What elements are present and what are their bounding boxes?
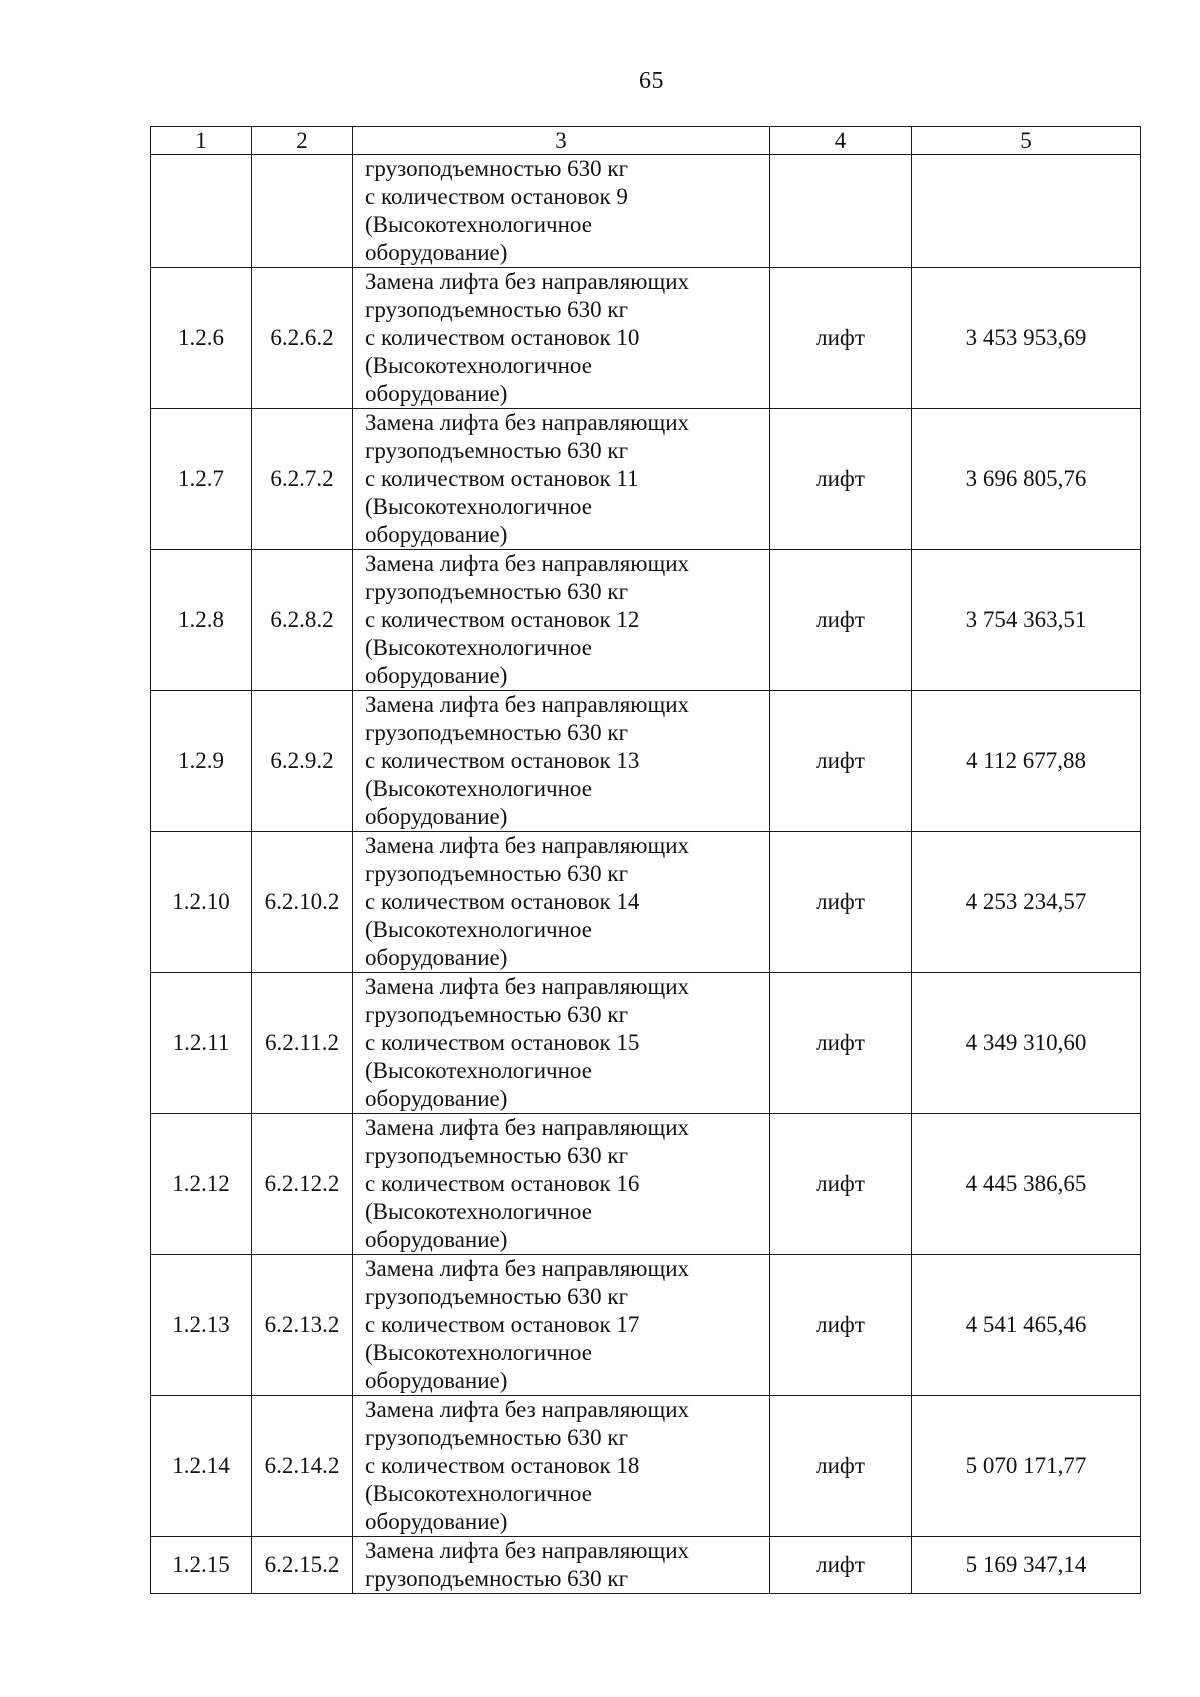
description-line: грузоподъемностью 630 кг bbox=[365, 297, 629, 322]
price-cell: 3 696 805,76 bbox=[912, 409, 1141, 550]
description-line: с количеством остановок 13 bbox=[365, 748, 640, 773]
row-number-cell: 1.2.13 bbox=[151, 1255, 252, 1396]
page-number: 65 bbox=[639, 68, 664, 94]
continuation-row bbox=[151, 155, 1141, 268]
description-line: (Высокотехнологичное bbox=[365, 776, 592, 801]
table-row bbox=[151, 409, 1141, 550]
description-line: грузоподъемностью 630 кг bbox=[365, 1425, 629, 1450]
description-line: с количеством остановок 11 bbox=[365, 466, 639, 491]
empty-cell bbox=[912, 155, 1141, 268]
row-number-cell: 1.2.11 bbox=[151, 973, 252, 1114]
header-cell: 2 bbox=[252, 127, 353, 155]
row-number-cell: 1.2.8 bbox=[151, 550, 252, 691]
description-line: грузоподъемностью 630 кг bbox=[365, 861, 629, 886]
description-cell bbox=[353, 832, 770, 973]
price-cell: 4 445 386,65 bbox=[912, 1114, 1141, 1255]
unit-cell: лифт bbox=[770, 550, 912, 691]
row-code-cell: 6.2.10.2 bbox=[252, 832, 353, 973]
description-line: (Высокотехнологичное bbox=[365, 1058, 592, 1083]
description-line: грузоподъемностью 630 кг bbox=[365, 1284, 629, 1309]
row-code-cell: 6.2.7.2 bbox=[252, 409, 353, 550]
description-line: оборудование) bbox=[365, 1227, 508, 1252]
header-cell: 4 bbox=[770, 127, 912, 155]
description-line: Замена лифта без направляющих bbox=[365, 1256, 690, 1281]
description-line: оборудование) bbox=[365, 1368, 508, 1393]
description-line: грузоподъемностью 630 кг bbox=[365, 579, 629, 604]
description-line: Замена лифта без направляющих bbox=[365, 1115, 690, 1140]
description-line: грузоподъемностью 630 кг bbox=[365, 720, 629, 745]
description-line: оборудование) bbox=[365, 945, 508, 970]
row-number-cell: 1.2.15 bbox=[151, 1537, 252, 1594]
description-cell bbox=[353, 268, 770, 409]
empty-cell bbox=[151, 155, 252, 268]
description-line: оборудование) bbox=[365, 381, 508, 406]
price-cell: 4 253 234,57 bbox=[912, 832, 1141, 973]
description-line: грузоподъемностью 630 кг bbox=[365, 438, 629, 463]
row-code-cell: 6.2.12.2 bbox=[252, 1114, 353, 1255]
description-line: Замена лифта без направляющих bbox=[365, 1538, 690, 1563]
description-cell bbox=[353, 691, 770, 832]
unit-cell: лифт bbox=[770, 409, 912, 550]
table-row bbox=[151, 268, 1141, 409]
price-cell: 3 754 363,51 bbox=[912, 550, 1141, 691]
description-line: Замена лифта без направляющих bbox=[365, 833, 690, 858]
description-line: грузоподъемностью 630 кг bbox=[365, 1002, 629, 1027]
unit-cell: лифт bbox=[770, 1396, 912, 1537]
description-line: оборудование) bbox=[365, 1086, 508, 1111]
row-number-cell: 1.2.14 bbox=[151, 1396, 252, 1537]
description-cell bbox=[353, 550, 770, 691]
header-cell: 3 bbox=[353, 127, 770, 155]
description-line: Замена лифта без направляющих bbox=[365, 692, 690, 717]
description-line: с количеством остановок 12 bbox=[365, 607, 640, 632]
description-line: оборудование) bbox=[365, 240, 508, 265]
description-line: с количеством остановок 9 bbox=[365, 184, 628, 209]
description-line: оборудование) bbox=[365, 1509, 508, 1534]
row-number-cell: 1.2.6 bbox=[151, 268, 252, 409]
description-line: с количеством остановок 10 bbox=[365, 325, 640, 350]
unit-cell: лифт bbox=[770, 1114, 912, 1255]
description-line: грузоподъемностью 630 кг bbox=[365, 156, 629, 181]
description-line: с количеством остановок 16 bbox=[365, 1171, 640, 1196]
description-line: грузоподъемностью 630 кг bbox=[365, 1566, 629, 1591]
row-code-cell: 6.2.9.2 bbox=[252, 691, 353, 832]
unit-cell: лифт bbox=[770, 268, 912, 409]
price-cell: 5 070 171,77 bbox=[912, 1396, 1141, 1537]
header-cell: 5 bbox=[912, 127, 1141, 155]
unit-cell: лифт bbox=[770, 832, 912, 973]
description-cell bbox=[353, 1396, 770, 1537]
price-cell: 4 112 677,88 bbox=[912, 691, 1141, 832]
description-line: с количеством остановок 18 bbox=[365, 1453, 640, 1478]
unit-cell: лифт bbox=[770, 1255, 912, 1396]
description-line: оборудование) bbox=[365, 522, 508, 547]
row-code-cell: 6.2.14.2 bbox=[252, 1396, 353, 1537]
unit-cell: лифт bbox=[770, 973, 912, 1114]
description-cell bbox=[353, 409, 770, 550]
row-code-cell: 6.2.11.2 bbox=[252, 973, 353, 1114]
description-line: (Высокотехнологичное bbox=[365, 1481, 592, 1506]
description-line: Замена лифта без направляющих bbox=[365, 269, 690, 294]
description-line: (Высокотехнологичное bbox=[365, 1340, 592, 1365]
description-line: Замена лифта без направляющих bbox=[365, 551, 690, 576]
description-line: (Высокотехнологичное bbox=[365, 917, 592, 942]
table-row bbox=[151, 973, 1141, 1114]
row-code-cell: 6.2.6.2 bbox=[252, 268, 353, 409]
table-row bbox=[151, 1537, 1141, 1594]
description-line: с количеством остановок 15 bbox=[365, 1030, 640, 1055]
table-header-row bbox=[151, 127, 1141, 155]
row-code-cell: 6.2.8.2 bbox=[252, 550, 353, 691]
price-cell: 4 349 310,60 bbox=[912, 973, 1141, 1114]
table-row bbox=[151, 832, 1141, 973]
description-line: (Высокотехнологичное bbox=[365, 1199, 592, 1224]
table-row bbox=[151, 691, 1141, 832]
row-number-cell: 1.2.9 bbox=[151, 691, 252, 832]
empty-cell bbox=[252, 155, 353, 268]
unit-cell: лифт bbox=[770, 691, 912, 832]
description-line: (Высокотехнологичное bbox=[365, 353, 592, 378]
row-number-cell: 1.2.12 bbox=[151, 1114, 252, 1255]
description-line: (Высокотехнологичное bbox=[365, 494, 592, 519]
row-code-cell: 6.2.15.2 bbox=[252, 1537, 353, 1594]
description-line: (Высокотехнологичное bbox=[365, 212, 592, 237]
description-line: с количеством остановок 14 bbox=[365, 889, 640, 914]
table-row bbox=[151, 1114, 1141, 1255]
price-cell: 3 453 953,69 bbox=[912, 268, 1141, 409]
price-cell: 5 169 347,14 bbox=[912, 1537, 1141, 1594]
row-code-cell: 6.2.13.2 bbox=[252, 1255, 353, 1396]
description-cell bbox=[353, 1537, 770, 1594]
unit-cell: лифт bbox=[770, 1537, 912, 1594]
description-line: оборудование) bbox=[365, 804, 508, 829]
description-cell bbox=[353, 1255, 770, 1396]
description-line: оборудование) bbox=[365, 663, 508, 688]
row-number-cell: 1.2.10 bbox=[151, 832, 252, 973]
description-line: грузоподъемностью 630 кг bbox=[365, 1143, 629, 1168]
empty-cell bbox=[770, 155, 912, 268]
table-row bbox=[151, 1396, 1141, 1537]
table-row bbox=[151, 1255, 1141, 1396]
description-line: Замена лифта без направляющих bbox=[365, 410, 690, 435]
description-cell bbox=[353, 973, 770, 1114]
description-line: Замена лифта без направляющих bbox=[365, 974, 690, 999]
description-line: (Высокотехнологичное bbox=[365, 635, 592, 660]
price-table bbox=[150, 126, 1141, 1594]
price-cell: 4 541 465,46 bbox=[912, 1255, 1141, 1396]
header-cell: 1 bbox=[151, 127, 252, 155]
description-cell bbox=[353, 1114, 770, 1255]
description-line: Замена лифта без направляющих bbox=[365, 1397, 690, 1422]
description-line: с количеством остановок 17 bbox=[365, 1312, 640, 1337]
table-row bbox=[151, 550, 1141, 691]
description-cell bbox=[353, 155, 770, 268]
row-number-cell: 1.2.7 bbox=[151, 409, 252, 550]
